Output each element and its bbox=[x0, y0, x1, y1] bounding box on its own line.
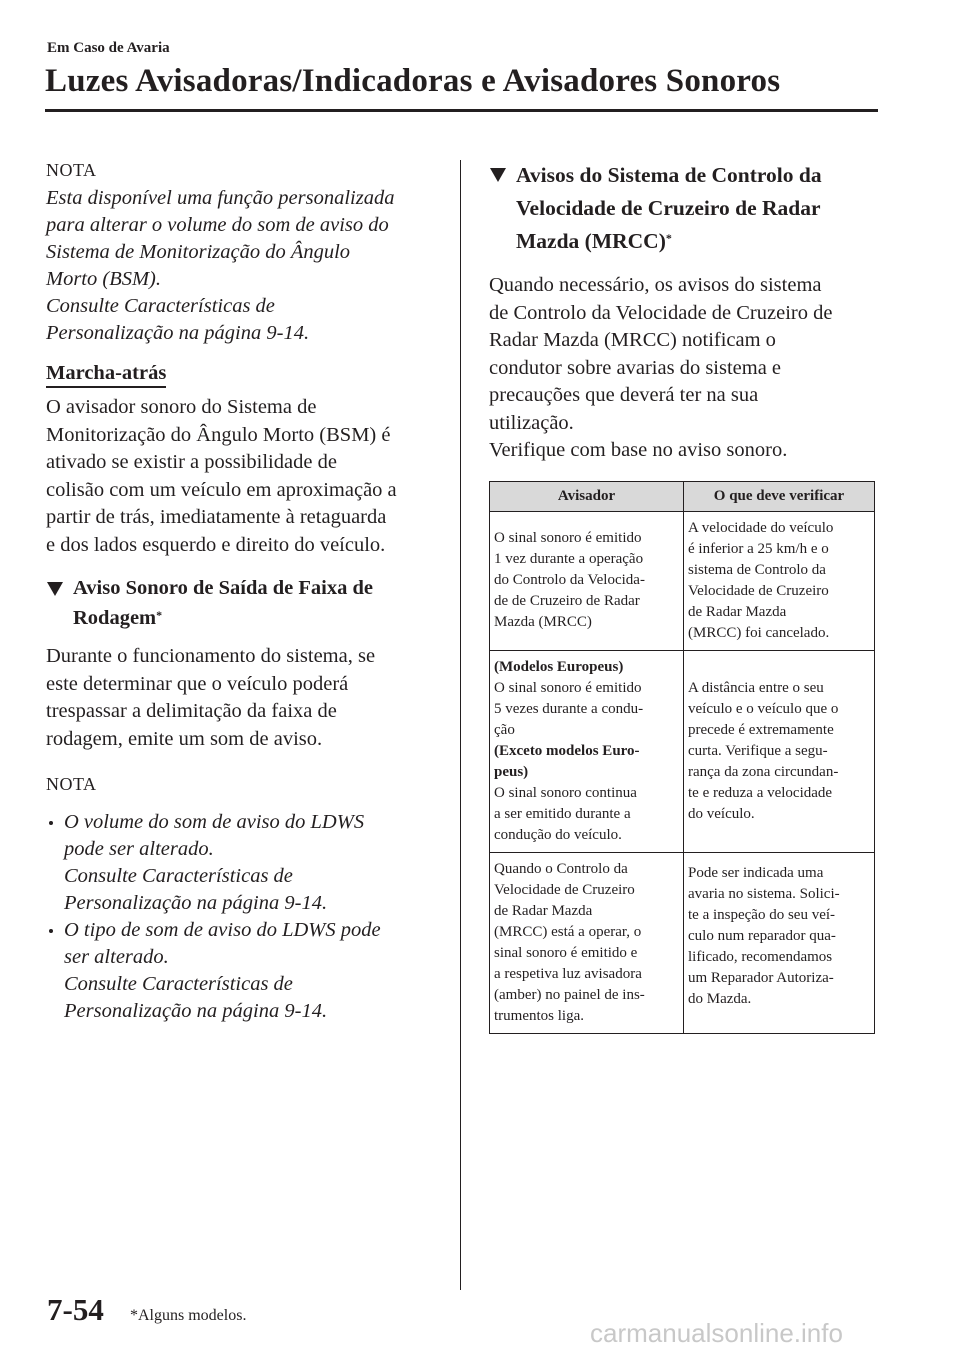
cell-line: A velocidade do veículo bbox=[688, 519, 834, 536]
reverse-paragraph bbox=[46, 394, 442, 559]
bullet-line: pode ser alterado. bbox=[64, 837, 214, 860]
page-number: 7-54 bbox=[47, 1292, 104, 1327]
paragraph-line: Verifique com base no aviso sonoro. bbox=[489, 439, 788, 461]
cell-line: (Modelos Europeus) bbox=[494, 658, 624, 675]
paragraph-line: trespassar a delimitação da faixa de bbox=[46, 700, 337, 722]
bullet-line: O volume do som de aviso do LDWS bbox=[64, 810, 365, 833]
cell-line: (MRCC) foi cancelado. bbox=[688, 624, 830, 641]
bullet-icon bbox=[49, 821, 53, 825]
note-line: Consulte Características de bbox=[46, 295, 275, 317]
bullet-line: Consulte Características de bbox=[64, 972, 293, 995]
cell-line: Quando o Controlo da bbox=[494, 860, 628, 877]
cell-line: O sinal sonoro é emitido bbox=[494, 530, 642, 546]
bullet-line: ser alterado. bbox=[64, 945, 169, 968]
cell-line: do Mazda. bbox=[688, 990, 752, 1007]
paragraph-line: O avisador sonoro do Sistema de bbox=[46, 396, 317, 418]
right-column bbox=[489, 157, 881, 1034]
heading-line: Rodagem* bbox=[73, 607, 163, 629]
cell-line: a respetiva luz avisadora bbox=[494, 965, 642, 982]
cell-line: veículo e o veículo que o bbox=[688, 700, 839, 717]
note-line: Personalização na página 9-14. bbox=[46, 322, 310, 344]
table-row bbox=[490, 852, 875, 1033]
cell-line: é inferior a 25 km/h e o bbox=[688, 540, 829, 557]
bullet-line: Consulte Características de bbox=[64, 864, 293, 887]
cell-line: 1 vez durante a operação bbox=[494, 551, 644, 567]
triangle-down-icon bbox=[47, 582, 63, 596]
bullet-line: Personalização na página 9-14. bbox=[64, 891, 328, 914]
heading-line: Velocidade de Cruzeiro de Radar bbox=[516, 196, 821, 220]
column-header-avisador: Avisador bbox=[490, 481, 684, 511]
cell-line: de de Cruzeiro de Radar bbox=[494, 593, 640, 609]
note-line: Sistema de Monitorização do Ângulo bbox=[46, 241, 351, 263]
paragraph-line: Quando necessário, os avisos do sistema bbox=[489, 274, 822, 296]
table-cell bbox=[490, 511, 684, 650]
cell-line: a ser emitido durante a bbox=[494, 805, 631, 822]
heading-line: Avisos do Sistema de Controlo da bbox=[516, 163, 822, 187]
cell-line: O sinal sonoro continua bbox=[494, 784, 637, 801]
cell-line: um Reparador Autoriza- bbox=[688, 969, 834, 986]
paragraph-line: Monitorização do Ângulo Morto (BSM) é bbox=[46, 423, 391, 446]
paragraph-line: utilização. bbox=[489, 411, 574, 434]
cell-line: lificado, recomendamos bbox=[688, 948, 833, 965]
list-item bbox=[46, 809, 442, 917]
table-row bbox=[490, 650, 875, 852]
note-line: Morto (BSM). bbox=[46, 268, 162, 290]
cell-line: sinal sonoro é emitido e bbox=[494, 944, 638, 961]
paragraph-line: condutor sobre avarias do sistema e bbox=[489, 356, 782, 379]
cell-line: precede é extremamente bbox=[688, 721, 834, 738]
note-text bbox=[46, 185, 442, 347]
ldws-heading bbox=[46, 573, 442, 633]
table-cell bbox=[684, 852, 875, 1033]
left-column bbox=[46, 157, 442, 1025]
cell-line: de Radar Mazda bbox=[494, 902, 593, 919]
table-cell bbox=[684, 650, 875, 852]
paragraph-line: Durante o funcionamento do sistema, se bbox=[46, 645, 376, 667]
paragraph-line: colisão com um veículo em aproximação a bbox=[46, 478, 397, 501]
ldws-paragraph bbox=[46, 643, 442, 753]
asterisk-mark: * bbox=[665, 231, 672, 245]
paragraph-line: Radar Mazda (MRCC) notificam o bbox=[489, 329, 776, 351]
cell-line: trumentos liga. bbox=[494, 1007, 584, 1024]
reverse-heading: Marcha-atrás bbox=[46, 361, 166, 388]
bullet-line: O tipo de som de aviso do LDWS pode bbox=[64, 918, 381, 941]
cell-line: (Exceto modelos Euro- bbox=[494, 742, 640, 759]
note-line: para alterar o volume do som de aviso do bbox=[46, 214, 389, 236]
cell-line: avaria no sistema. Solici- bbox=[688, 885, 840, 902]
paragraph-line: precauções que deverá ter na sua bbox=[489, 384, 759, 406]
list-item bbox=[46, 917, 442, 1025]
mrcc-heading bbox=[489, 159, 881, 258]
cell-line: Velocidade de Cruzeiro bbox=[494, 881, 635, 898]
heading-line: Mazda (MRCC)* bbox=[516, 229, 672, 253]
paragraph-line: ativado se existir a possibilidade de bbox=[46, 451, 337, 473]
chapter-title: Luzes Avisadoras/Indicadoras e Avisadores Sonoros bbox=[45, 63, 781, 99]
cell-line: (amber) no painel de ins- bbox=[494, 986, 645, 1003]
paragraph-line: rodagem, emite um som de aviso. bbox=[46, 727, 323, 750]
note-line: Esta disponível uma função personalizada bbox=[46, 187, 395, 209]
cell-line: condução do veículo. bbox=[494, 826, 622, 843]
bullet-icon bbox=[49, 929, 53, 933]
cell-line: A distância entre o seu bbox=[688, 679, 824, 696]
bullet-line: Personalização na página 9-14. bbox=[64, 999, 328, 1022]
cell-line: Mazda (MRCC) bbox=[494, 614, 592, 630]
paragraph-line: partir de trás, imediatamente à retaguarda bbox=[46, 506, 387, 528]
table-header-row bbox=[490, 481, 875, 511]
table-cell bbox=[684, 511, 875, 650]
column-divider bbox=[460, 160, 461, 1290]
cell-line: do Controlo da Velocida- bbox=[494, 572, 645, 588]
table-row bbox=[490, 511, 875, 650]
table-cell bbox=[490, 852, 684, 1033]
table-cell bbox=[490, 650, 684, 852]
cell-line: de Radar Mazda bbox=[688, 603, 787, 620]
warning-table bbox=[489, 481, 875, 1034]
cell-line: (MRCC) está a operar, o bbox=[494, 923, 642, 940]
cell-line: Pode ser indicada uma bbox=[688, 864, 824, 881]
triangle-down-icon bbox=[490, 168, 506, 182]
cell-line: te a inspeção do seu veí- bbox=[688, 906, 836, 923]
header-rule bbox=[45, 109, 878, 112]
asterisk-mark: * bbox=[156, 608, 163, 622]
cell-line: ção bbox=[494, 721, 515, 738]
section-kicker: Em Caso de Avaria bbox=[47, 40, 170, 56]
note-label: NOTA bbox=[46, 774, 97, 794]
cell-line: O sinal sonoro é emitido bbox=[494, 679, 642, 696]
cell-line: sistema de Controlo da bbox=[688, 561, 826, 578]
paragraph-line: de Controlo da Velocidade de Cruzeiro de bbox=[489, 301, 833, 324]
cell-line: Velocidade de Cruzeiro bbox=[688, 582, 829, 599]
footnote: *Alguns modelos. bbox=[130, 1307, 247, 1324]
cell-line: curta. Verifique a segu- bbox=[688, 742, 828, 759]
cell-line: culo num reparador qua- bbox=[688, 927, 836, 944]
cell-line: rança da zona circundan- bbox=[688, 763, 839, 780]
note-label: NOTA bbox=[46, 160, 97, 180]
note-bullet-list bbox=[46, 809, 442, 1025]
column-header-verificar: O que deve verificar bbox=[684, 481, 875, 511]
paragraph-line: e dos lados esquerdo e direito do veículo. bbox=[46, 533, 386, 556]
cell-line: te e reduza a velocidade bbox=[688, 784, 833, 801]
cell-line: do veículo. bbox=[688, 805, 755, 822]
mrcc-paragraph bbox=[489, 272, 881, 465]
paragraph-line: este determinar que o veículo poderá bbox=[46, 672, 349, 695]
watermark: carmanualsonline.info bbox=[590, 1318, 843, 1348]
heading-line: Aviso Sonoro de Saída de Faixa de bbox=[73, 577, 373, 599]
cell-line: 5 vezes durante a condu- bbox=[494, 700, 644, 717]
cell-line: peus) bbox=[494, 763, 529, 780]
